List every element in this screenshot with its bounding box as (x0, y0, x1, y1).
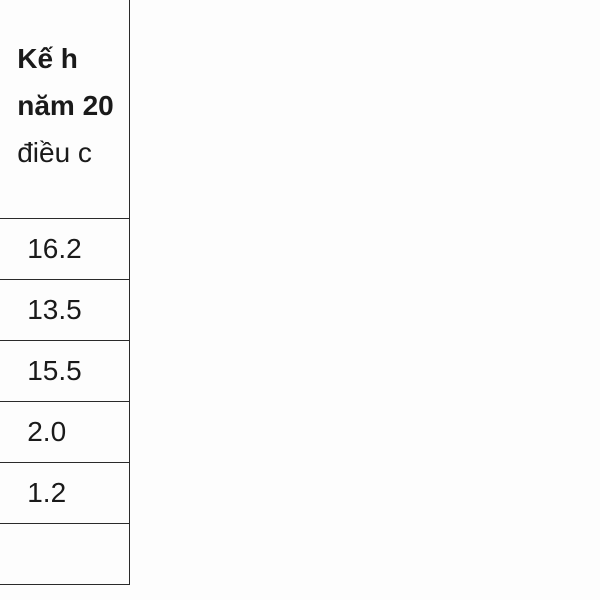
adjusted-value: 13.5 (0, 280, 130, 341)
header-adjusted-line-1: Kế h (17, 43, 78, 74)
table-row (0, 219, 130, 280)
adjusted-value: 16.2 (0, 219, 130, 280)
header-adjusted-line-3: điều c (17, 137, 92, 168)
table-row (0, 463, 130, 524)
header-row (0, 0, 130, 219)
table-row (0, 280, 130, 341)
table-row (0, 341, 130, 402)
header-cell-adjusted (0, 0, 130, 219)
adjusted-value: 1.2 (0, 463, 130, 524)
header-adjusted-line-2: năm 20 (17, 90, 114, 121)
table-row (0, 524, 130, 585)
adjusted-value: 15.5 (0, 341, 130, 402)
adjusted-value: 2.0 (0, 402, 130, 463)
plan-table (0, 0, 130, 585)
adjusted-value (0, 524, 130, 585)
table-row (0, 402, 130, 463)
